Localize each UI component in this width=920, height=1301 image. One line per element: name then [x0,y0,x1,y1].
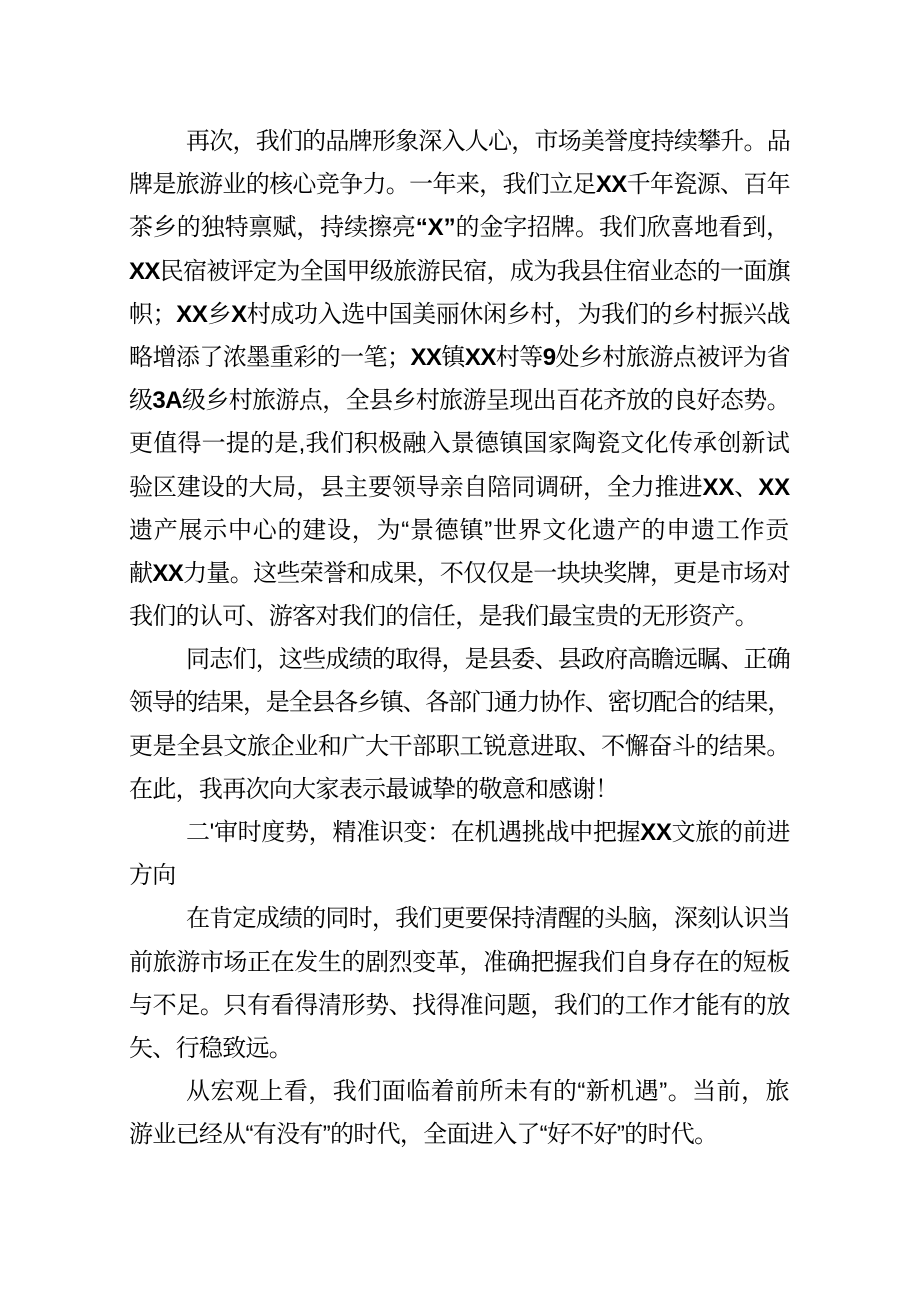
text-line [129,163,790,206]
text-line [129,897,790,940]
text-line [129,509,790,552]
body-text: 前旅游市场正在发生的剧烈变革，准确把握我们自身存在的短板 [129,948,790,976]
body-text: 村等 [495,343,543,371]
text-line-content [129,689,790,716]
body-text: 力量。这些荣誉和成果，不仅仅是一块块奖牌，更是市场对 [183,559,791,587]
body-text: 在此，我再次向大家表示最诚挚的敬意和感谢！ [129,775,619,803]
emphasis-text: “X” [415,214,456,242]
text-line [129,1113,790,1156]
body-text: 乡 [207,300,232,328]
text-line-content [129,301,790,328]
text-line-content [129,258,790,285]
body-text: 民宿被评定为全国甲级旅游民宿，成为我县住宿业态的一面旗 [159,257,791,285]
emphasis-text: XX [464,343,496,371]
emphasis-text: XX [410,343,442,371]
paragraph [129,120,790,638]
emphasis-text: XX [152,559,184,587]
text-line-content [129,214,790,241]
emphasis-text: XX [595,171,627,199]
body-text: 遗产展示中心的建设，为“景德镇”世界文化遗产的申遗工作贡 [129,516,790,544]
body-text: 领导的结果，是全县各乡镇、各部门通力协作、密切配合的结果， [129,689,790,717]
text-line-content [129,949,790,976]
body-text: 文旅的前进 [671,819,791,846]
emphasis-text: XX [758,473,791,501]
text-line [129,638,790,681]
text-line [129,984,790,1027]
text-line-content [186,819,790,846]
text-line-content [186,646,790,673]
text-line-content [129,560,790,587]
body-text: 帜； [129,300,177,328]
text-line-content [129,1121,717,1148]
text-line [129,811,790,854]
text-line [129,768,790,811]
text-line [129,379,790,422]
text-line-content [129,474,790,501]
body-text: 更是全县文旅企业和广大干部职工锐意进取、不懈奋斗的结果。 [129,732,790,760]
text-line-content [129,603,758,630]
emphasis-text: XX [702,473,735,501]
body-text: 村成功入选中国美丽休闲乡村，为我们的乡村振兴战 [246,300,791,328]
paragraph [129,1070,790,1156]
text-line [129,595,790,638]
text-line-content [129,344,790,371]
text-line-content [129,1035,292,1062]
body-text: 游业已经从“有没有”的时代，全面进入了“好不好”的时代。 [129,1121,718,1149]
text-line [129,336,790,379]
document-text [129,120,790,1157]
body-text: 从宏观上看，我们面临着前所未有的“新机遇”。当前，旅 [186,1078,790,1106]
body-text: 同志们，这些成绩的取得，是县委、县政府高瞻远瞩、正确 [186,646,790,674]
body-text: 镇 [441,343,465,371]
text-line [129,681,790,724]
body-text: 方向 [129,862,176,890]
emphasis-text: XX [640,819,672,846]
body-text: 矢、行稳致远。 [129,1034,293,1062]
body-text: 的金字招牌。我们欣喜地看到， [455,214,791,242]
body-text: 略增添了浓墨重彩的一笔； [129,343,411,371]
text-line [129,1027,790,1070]
text-line [129,206,790,249]
body-text: 验区建设的大局，县主要领导亲自陪同调研，全力推进 [129,473,703,501]
body-text: 与不足。只有看得清形势、找得准问题，我们的工作才能有的放 [129,991,790,1019]
body-text: 再次，我们的品牌形象深入人心，市场美誉度持续攀升。品 [186,128,790,155]
paragraph [129,638,790,811]
body-text: 我们的认可、游客对我们的信任，是我们最宝贵的无形资产。 [129,603,759,631]
text-line [129,250,790,293]
body-text: 更值得一提的是,我们积极融入景德镇国家陶瓷文化传承创新试 [129,430,790,458]
text-line-content [129,992,790,1019]
text-line [129,552,790,595]
body-text: 千年瓷源、百年 [626,171,791,199]
text-line-content [129,733,790,760]
text-line [129,120,790,163]
emphasis-text: XX [176,300,208,328]
text-line-content [186,905,790,932]
text-line [129,422,790,465]
body-text: 献 [129,559,153,587]
paragraph [129,897,790,1070]
text-line [129,854,790,897]
body-text: 级 [129,387,153,415]
text-line-content [186,128,790,155]
text-line [129,293,790,336]
text-line-content [186,1078,790,1105]
text-line [129,725,790,768]
text-line-content [129,171,790,198]
body-text: 处乡村旅游点被评为省 [555,343,791,371]
body-text: 在肯定成绩的同时，我们更要保持清醒的头脑，深刻认识当 [186,905,790,933]
text-line-content [129,387,790,414]
text-line-content [129,517,790,544]
text-line [129,1070,790,1113]
text-line [129,466,790,509]
body-text: 茶乡的独特禀赋，持续擦亮 [129,214,416,242]
emphasis-text: 3A [152,387,182,415]
body-text: 级乡村旅游点，全县乡村旅游呈现出百花齐放的良好态势。 [181,387,790,415]
emphasis-text: XX [129,257,160,285]
paragraph [129,811,790,897]
emphasis-text: 9 [542,343,556,371]
text-line-content [129,430,790,457]
emphasis-text: X [231,300,247,328]
text-line-content [129,776,618,803]
body-text: 、 [734,473,759,501]
body-text: 二'审时度势，精准识变：在机遇挑战中把握 [186,819,641,846]
text-line [129,941,790,984]
body-text: 牌是旅游业的核心竞争力。一年来，我们立足 [129,171,596,199]
text-line-content [129,862,176,889]
